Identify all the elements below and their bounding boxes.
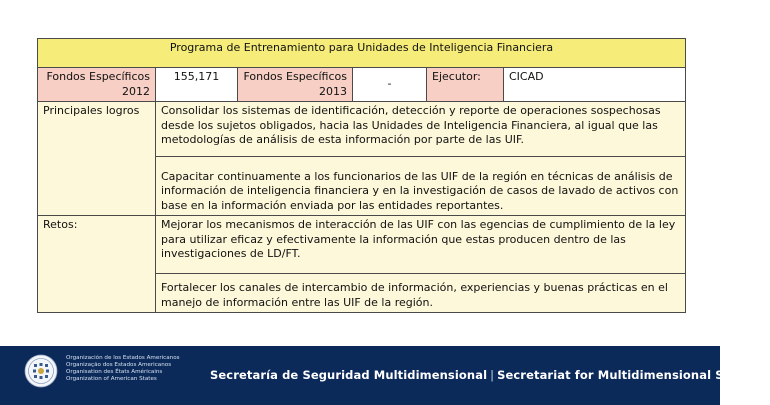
org-name: Organización de los Estados Americanos — [66, 355, 180, 361]
footer-bar — [0, 346, 770, 405]
org-name: Organization of American States — [66, 376, 157, 383]
logros-label: Principales logros — [38, 102, 156, 216]
ejecutor-value: CICAD — [504, 68, 686, 102]
logro-item: Consolidar los sistemas de identificación, detección y reporte de operaciones sospechosas desde los sujetos obligados, hacia las Unidades de Inteligencia Financiera, al igual que las metodologías de análisis de esta información por parte de las UIF. — [156, 102, 686, 157]
org-name: Organização dos Estados Americanos — [66, 362, 172, 369]
footer-title-en: Secretariat for Multidimensional Security — [497, 368, 770, 382]
footer-separator: | — [490, 368, 495, 382]
org-names — [66, 355, 180, 383]
retos-row-1 — [38, 216, 686, 274]
funds-row — [38, 68, 686, 102]
oas-seal-icon — [24, 354, 58, 388]
reto-item: Fortalecer los canales de intercambio de información, experiencias y buenas prácticas en el manejo de información entre las UIF de la región. — [156, 274, 686, 313]
fondos-2012-label: Fondos Específicos 2012 — [38, 68, 156, 102]
program-table — [37, 38, 686, 313]
ejecutor-label: Ejecutor: — [427, 68, 504, 102]
footer-title-es: Secretaría de Seguridad Multidimensional — [210, 368, 488, 382]
logros-row-1 — [38, 102, 686, 157]
title-row — [38, 39, 686, 68]
fondos-2012-value: 155,171 — [156, 68, 238, 102]
footer-title — [210, 368, 770, 382]
org-name: Organisation des États Américains — [66, 369, 163, 376]
program-title: Programa de Entrenamiento para Unidades de Inteligencia Financiera — [38, 39, 686, 68]
fondos-2013-value: - — [353, 68, 427, 102]
reto-item: Mejorar los mecanismos de interacción de las UIF con las egencias de cumplimiento de la ley para utilizar eficaz y efectivamente la información que estas producen dentro de las investigaciones de LD/FT. — [156, 216, 686, 274]
logro-item: Capacitar continuamente a los funcionarios de las UIF de la región en técnicas de análisis de información de inteligencia financiera y en la investigación de casos de lavado de activos con base en la información enviada por las entidades reportantes. — [156, 157, 686, 216]
retos-label: Retos: — [38, 216, 156, 313]
fondos-2013-label: Fondos Específicos 2013 — [238, 68, 353, 102]
